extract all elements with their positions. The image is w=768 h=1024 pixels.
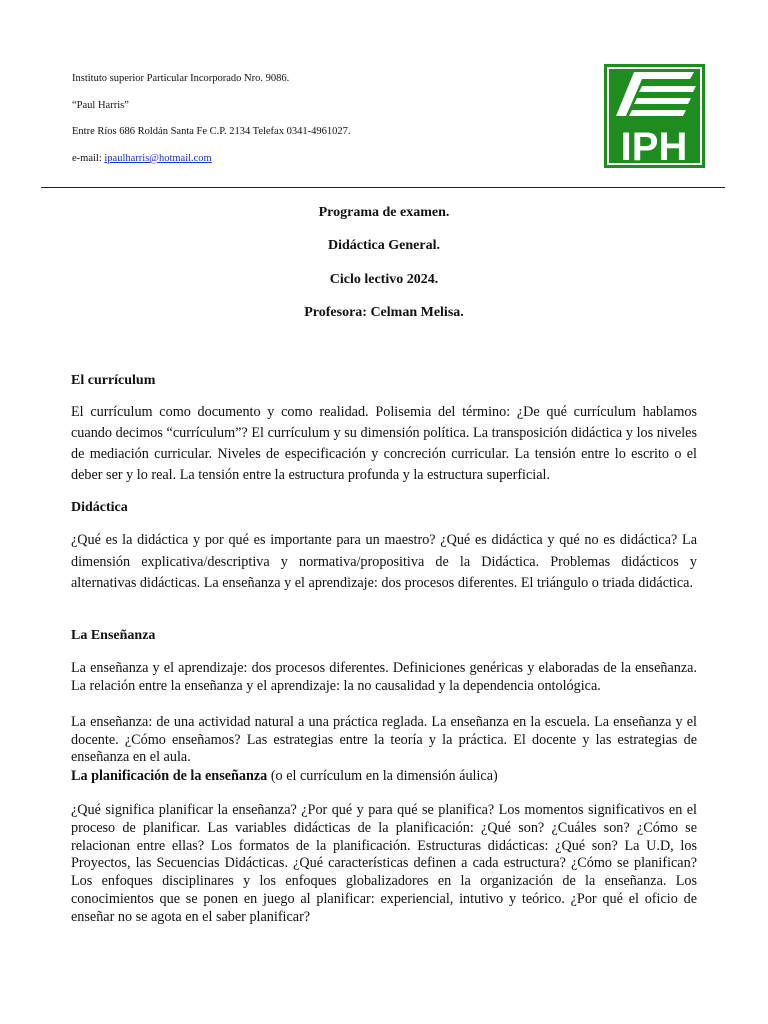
institute-email-line — [72, 153, 212, 165]
paragraph-curriculum: El currículum como documento y como realidad. Polisemia del término: ¿De qué currículum hablamos cuando decimos “currículum”? El currículum y su dimensión política. La transposición didáctica y los niveles de mediación curricular. Niveles de especificación y concreción curricular. La tensión entre lo escrito o el deber ser y lo real. La tensión entre la estructura profunda y la estructura superficial. — [71, 404, 697, 483]
heading-planificacion — [71, 768, 697, 786]
heading-curriculum: El currículum — [71, 373, 156, 388]
heading-didactica: Didáctica — [71, 500, 128, 515]
header-divider — [41, 187, 725, 188]
title-exam-program: Programa de examen. — [318, 205, 450, 220]
heading-planificacion-bold: La planificación de la enseñanza — [71, 768, 268, 784]
title-subject: Didáctica General. — [328, 238, 440, 253]
paragraph-ensenanza-2: La enseñanza: de una actividad natural a una práctica reglada. La enseñanza en la escuela. La enseñanza y el docente. ¿Cómo enseñamos? Las estrategias entre la teoría y la práctica. El docente y las estrategias de enseñanza en el aula. — [71, 714, 697, 765]
institute-address: Entre Ríos 686 Roldán Santa Fe C.P. 2134 Telefax 0341-4961027. — [72, 126, 351, 137]
title-teacher: Profesora: Celman Melisa. — [304, 305, 464, 320]
heading-planificacion-note: (o el currículum en la dimensión áulica) — [267, 768, 498, 784]
institute-short-name: “Paul Harris” — [72, 100, 129, 111]
logo-text: IPH — [620, 125, 688, 168]
title-school-year: Ciclo lectivo 2024. — [329, 272, 439, 287]
email-label: e-mail: — [72, 153, 105, 164]
paragraph-ensenanza-1: La enseñanza y el aprendizaje: dos procesos diferentes. Definiciones genéricas y elaboradas de la enseñanza. La relación entre la enseñanza y el aprendizaje: la no causalidad y la dependencia ontológica. — [71, 660, 697, 694]
institute-name: Instituto superior Particular Incorporado Nro. 9086. — [72, 73, 290, 84]
iph-logo — [604, 64, 705, 168]
email-link[interactable]: ipaulharris@hotmail.com — [104, 153, 212, 164]
heading-ensenanza: La Enseñanza — [71, 628, 156, 643]
paragraph-didactica: ¿Qué es la didáctica y por qué es importante para un maestro? ¿Qué es didáctica y qué no es didáctica? La dimensión explicativa/descriptiva y normativa/propositiva de la Didáctica. Problemas didácticos y alternativas didácticas. La enseñanza y el aprendizaje: dos procesos diferentes. El triángulo o triada didáctica. — [71, 532, 697, 591]
paragraph-planificacion: ¿Qué significa planificar la enseñanza? ¿Por qué y para qué se planifica? Los momentos significativos en el proceso de planificar. Las variables didácticas de la planificación: ¿Qué son? ¿Cuáles son? ¿Cómo se relacionan entre ellas? Los formatos de la planificación. Estructuras didácticas: ¿Qué son? La U.D, los Proyectos, las Secuencias Didácticas. ¿Qué características definen a cada estructura? ¿Cómo se planifican? Los enfoques disciplinares y los enfoques globalizadores en la organización de la enseñanza. Los conocimientos que se ponen en juego al planificar: experiencial, intutivo y teórico. ¿Por qué el oficio de enseñar no se agota en el saber planificar? — [71, 802, 697, 925]
